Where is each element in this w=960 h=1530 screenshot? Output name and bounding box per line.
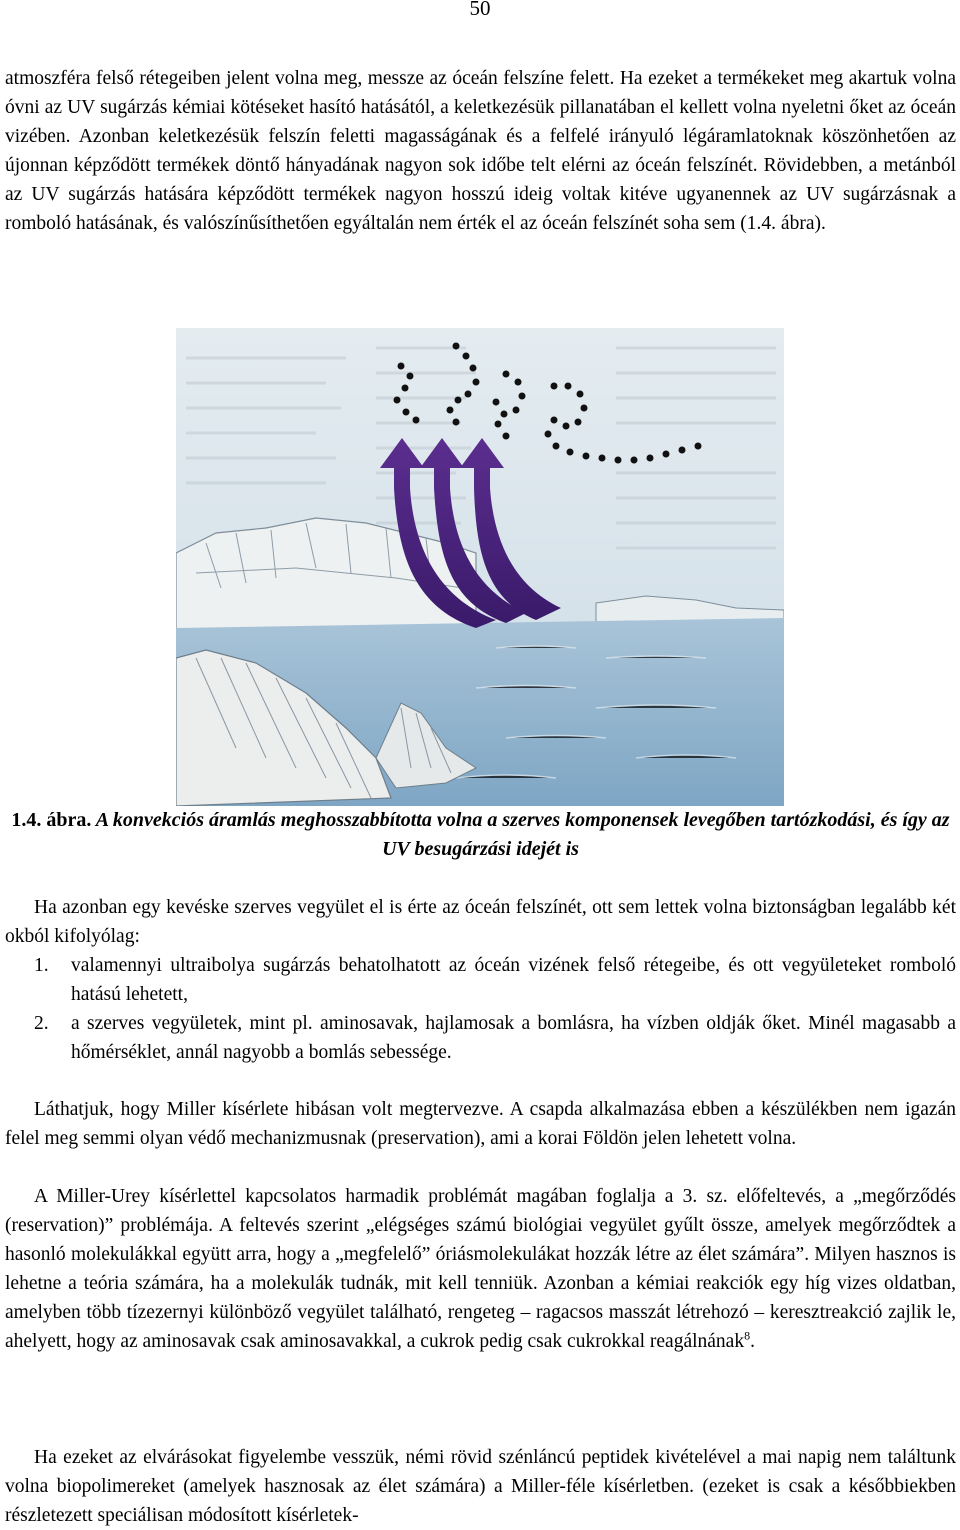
list-item-number: 2. [34, 1013, 49, 1034]
paragraph-3: Láthatjuk, hogy Miller kísérlete hibásan volt megtervezve. A csapda alkalmazása ebben a készülékben nem igazán felel meg semmi olyan védő mechanizmusnak (preservation), ami a korai Földön jelen lehetett volna. [5, 1099, 956, 1149]
footnote-marker[interactable]: 8 [744, 1328, 751, 1343]
list-item [34, 951, 956, 1009]
paragraph-4 [5, 1182, 956, 1356]
figure-caption [5, 806, 956, 864]
figure-caption-text: A konvekciós áramlás meghosszabbította volna a szerves komponensek levegőben tartózkodási, és így az UV besugárzási idejét is [95, 809, 950, 860]
paragraph-5: Ha ezeket az elvárásokat figyelembe vesszük, némi rövid szénláncú peptidek kivételével a mai napig nem találtunk volna biopolimereket (amelyek hasznosak az élet számára) a Miller-féle kísérletben. (ezeket is csak a későbbiekben részletezett speciálisan módosított kísérletek- [5, 1447, 956, 1526]
convection-drawing [176, 328, 784, 806]
figure-convection-illustration [176, 328, 784, 806]
list-item-number: 1. [34, 955, 49, 976]
paragraph-2: Ha azonban egy kevéske szerves vegyület el is érte az óceán felszínét, ott sem lettek volna biztonságban legalább két okból kifolyólag: [5, 897, 956, 947]
paragraph-1: atmoszféra felső rétegeiben jelent volna meg, messze az óceán felszíne felett. Ha ezeket a termékeket meg akartuk volna óvni az UV sugárzás kémiai kötéseket hasító hatásától, a keletkezésük pillanatában el kellett volna nyeletni őket az óceán vizében. Azonban keletkezésük felszín feletti magasságának és a felfelé irányuló légáramlatoknak köszönhetően az újonnan képződött termékek döntő hányadának nagyon sok időbe telt elérni az óceán felszínét. Rövidebben, a metánból az UV sugárzás hatására képződött termékek nagyon hosszú ideig voltak kitéve ugyanennek az UV sugárzásnak a romboló hatásának, és valószínűsíthetően egyáltalán nem érték el az óceán felszínét soha sem (1.4. ábra). [5, 68, 956, 234]
paragraph-4-end: . [750, 1331, 755, 1352]
paragraph-4-text: A Miller-Urey kísérlettel kapcsolatos harmadik problémát magában foglalja a 3. sz. előfeltevés, a „megőrződés (reservation)” problémája. A feltevés szerint „elégséges számú biológiai vegyület gyűlt össze, amelyek megőrződtek a hasonló molekulákkal együtt arra, hogy a „megfelelő” óriásmolekulákat hozzák létre az élet számára”. Milyen hasznos is lehetne a teória számára, ha a molekulák tudnák, mit kell tenniük. Azonban a kémiai reakciók egy híg vizes oldatban, amelyben több tízezernyi különböző vegyület található, rengeteg – ragacsos masszát létrehozó – keresztreakció zajlik le, ahelyett, hogy az aminosavak csak aminosavakkal, a cukrok pedig csak cukrokkal reagálnának [5, 1186, 956, 1352]
list-item [34, 1009, 956, 1067]
list-item-text: valamennyi ultraibolya sugárzás behatolhatott az óceán vizének felső rétegeibe, és ott vegyületeket romboló hatású lehetett, [71, 955, 956, 1005]
page-number: 50 [469, 0, 491, 20]
figure-caption-label: 1.4. ábra. [11, 809, 92, 831]
list-item-text: a szerves vegyületek, mint pl. aminosavak, hajlamosak a bomlásra, ha vízben oldják őket. Minél magasabb a hőmérséklet, annál nagyobb a bomlás sebessége. [71, 1013, 956, 1063]
